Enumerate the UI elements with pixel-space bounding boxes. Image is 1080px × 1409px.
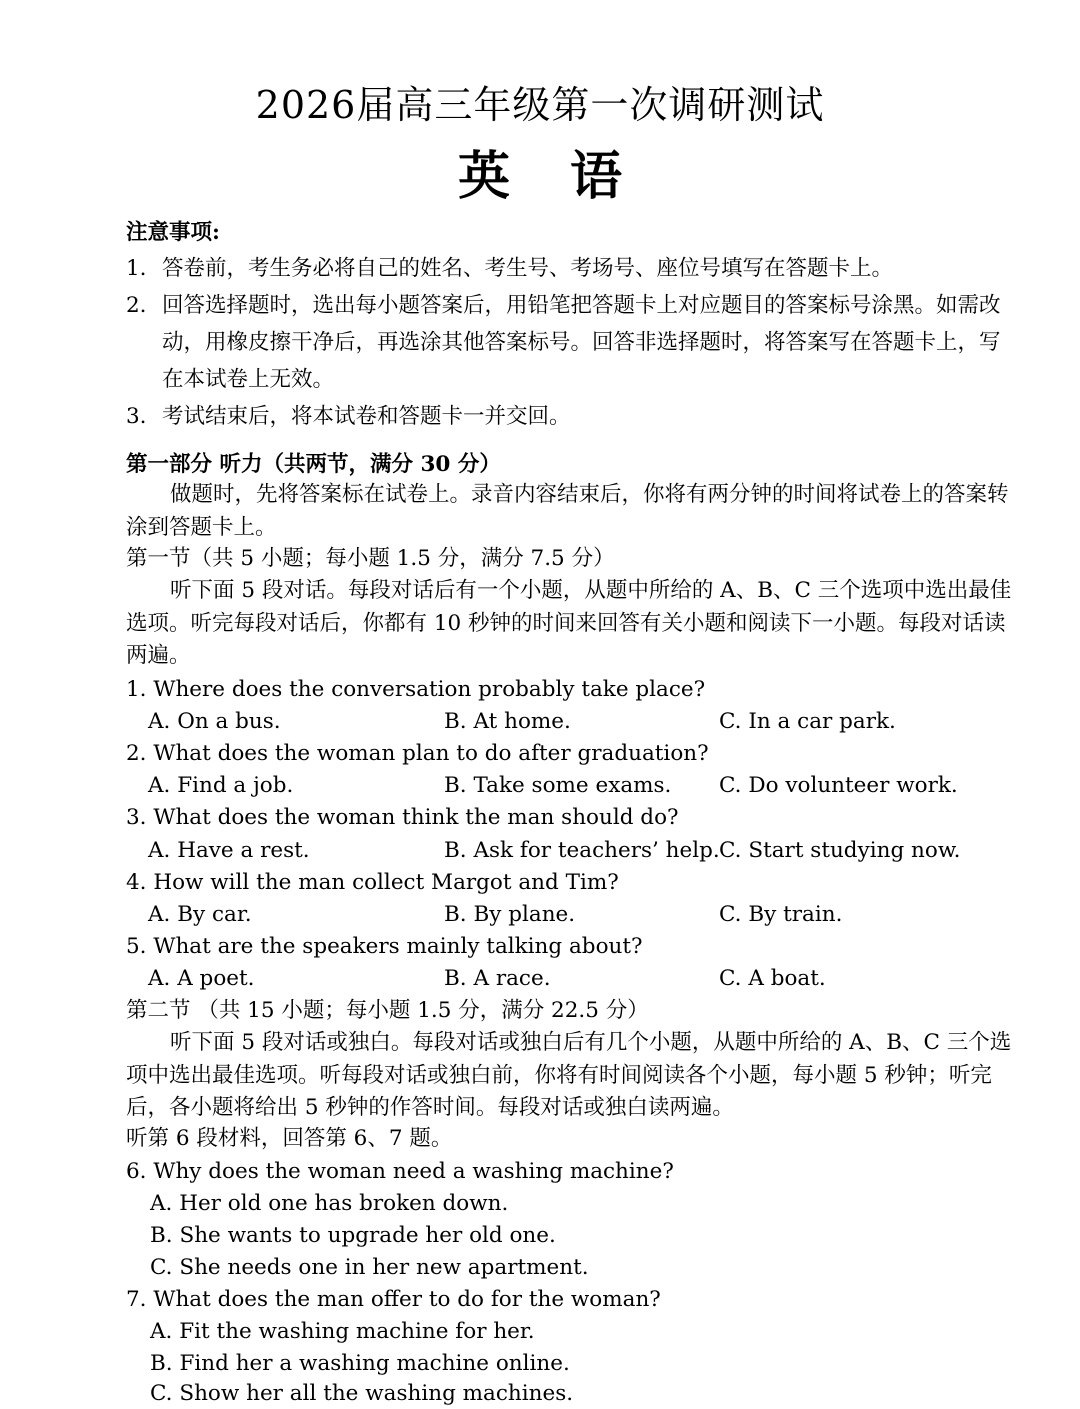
question-7-option-c: C. Show her all the washing machines. [150, 1381, 574, 1406]
question-6-option-b: B. She wants to upgrade her old one. [150, 1223, 556, 1248]
question-5-options [148, 964, 1028, 994]
question-5-stem: 5. What are the speakers mainly talking about? [126, 934, 643, 959]
option-a: A. On a bus. [148, 709, 281, 734]
notice-heading: 注意事项: [126, 220, 220, 245]
notice-item-text: 答卷前，考生务必将自己的姓名、考生号、考场号、座位号填写在答题卡上。 [162, 256, 894, 281]
option-c: C. Do volunteer work. [719, 773, 958, 798]
notice-item-text: 考试结束后，将本试卷和答题卡一并交回。 [162, 404, 571, 429]
question-3-options [148, 836, 1028, 866]
notice-item-2 [126, 287, 1016, 398]
option-a: A. A poet. [148, 966, 255, 991]
section2-material: 听第 6 段材料，回答第 6、7 题。 [126, 1126, 453, 1151]
part1-intro: 做题时，先将答案标在试卷上。录音内容结束后，你将有两分钟的时间将试卷上的答案转涂到答题卡上。 [126, 482, 1009, 540]
notice-item-number: 2. [126, 293, 147, 318]
option-b: B. At home. [444, 709, 571, 734]
section1-heading: 第一节（共 5 小题；每小题 1.5 分，满分 7.5 分） [126, 546, 615, 571]
section2-heading: 第二节 （共 15 小题；每小题 1.5 分，满分 22.5 分） [126, 998, 649, 1023]
option-b: B. Ask for teachers’ help. [444, 838, 720, 863]
question-2-options [148, 771, 1028, 801]
question-3-stem: 3. What does the woman think the man should do? [126, 805, 679, 830]
option-a: A. By car. [148, 902, 252, 927]
part1-heading: 第一部分 听力（共两节，满分 30 分） [126, 452, 501, 477]
notice-item-3 [126, 398, 1016, 435]
question-4-stem: 4. How will the man collect Margot and Tim? [126, 870, 619, 895]
option-c: C. By train. [719, 902, 843, 927]
option-c: C. A boat. [719, 966, 826, 991]
question-6-option-a: A. Her old one has broken down. [150, 1191, 509, 1216]
question-7-option-b: B. Find her a washing machine online. [150, 1351, 570, 1376]
question-6-stem: 6. Why does the woman need a washing machine? [126, 1159, 674, 1184]
notice-item-1 [126, 250, 1016, 287]
question-4-options [148, 900, 1028, 930]
question-7-stem: 7. What does the man offer to do for the woman? [126, 1287, 661, 1312]
question-1-stem: 1. Where does the conversation probably take place? [126, 677, 706, 702]
option-c: C. Start studying now. [719, 838, 961, 863]
section2-intro: 听下面 5 段对话或独白。每段对话或独白后有几个小题，从题中所给的 A、B、C 三个选项中选出最佳选项。听每段对话或独白前，你将有时间阅读各个小题，每小题 5 秒钟；听完后，各小题将给出 5 秒钟的作答时间。每段对话或独白读两遍。 [126, 1030, 1012, 1120]
notice-item-number: 1. [126, 256, 147, 281]
exam-title: 2026届高三年级第一次调研测试 [255, 83, 825, 127]
notice-item-number: 3. [126, 404, 147, 429]
option-b: B. By plane. [444, 902, 576, 927]
option-b: B. A race. [444, 966, 551, 991]
option-a: A. Find a job. [148, 773, 294, 798]
section1-intro: 听下面 5 段对话。每段对话后有一个小题，从题中所给的 A、B、C 三个选项中选出最佳选项。听完每段对话后，你都有 10 秒钟的时间来回答有关小题和阅读下一小题。每段对话读两遍。 [126, 578, 1012, 668]
question-7-option-a: A. Fit the washing machine for her. [150, 1319, 535, 1344]
question-6-option-c: C. She needs one in her new apartment. [150, 1255, 589, 1280]
option-a: A. Have a rest. [148, 838, 310, 863]
subject-title: 英语 [457, 147, 682, 207]
question-2-stem: 2. What does the woman plan to do after graduation? [126, 741, 709, 766]
question-1-options [148, 707, 1028, 737]
option-b: B. Take some exams. [444, 773, 672, 798]
option-c: C. In a car park. [719, 709, 896, 734]
notice-item-text: 回答选择题时，选出每小题答案后，用铅笔把答题卡上对应题目的答案标号涂黑。如需改动，用橡皮擦干净后，再选涂其他答案标号。回答非选择题时，将答案写在答题卡上，写在本试卷上无效。 [162, 293, 1001, 392]
